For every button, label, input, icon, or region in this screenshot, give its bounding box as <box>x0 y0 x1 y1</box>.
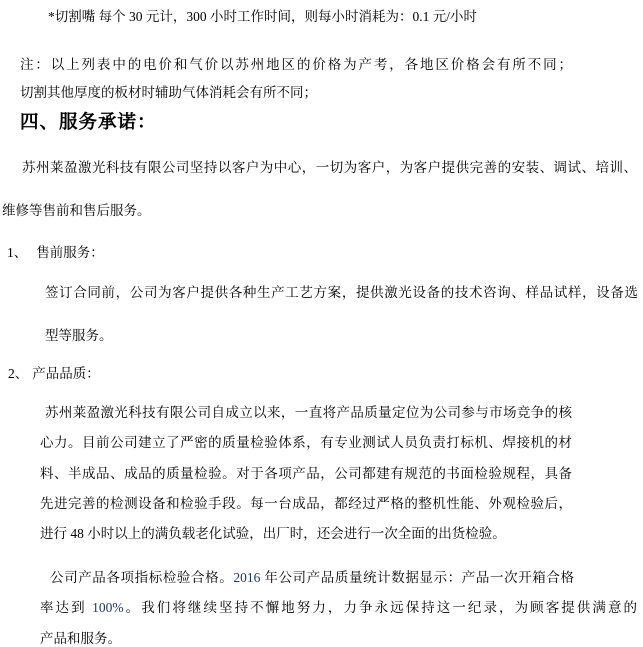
list-item-2-number: 2、 <box>8 366 29 381</box>
intro-paragraph-line-2: 维修等售前和售后服务。 <box>2 203 151 218</box>
list-item-1-number: 1、 <box>7 245 28 260</box>
section-heading-service-commitment: 四、服务承诺： <box>20 113 157 133</box>
item-2-para-2-line-1 <box>50 569 574 590</box>
item-2-para-1-line-4: 先进完善的检测设备和检验手段。每一台成品，都经过严格的整机性能、外观检验后， <box>40 496 572 511</box>
pass-rate-100-percent-value: 100% <box>92 600 124 615</box>
para-2-line-2-text-before-percent: 率达到 <box>40 600 93 615</box>
list-item-1-heading <box>7 244 104 261</box>
para-2-line-1-text-before-year: 公司产品各项指标检验合格。 <box>50 570 234 585</box>
para-2-line-2-text-after-percent: 。我们将继续坚持不懈地努力，力争永远保持这一纪录，为顾客提供满意的 <box>123 600 638 615</box>
item-2-para-2-line-3-clipped: 产品和服务。 <box>40 631 121 646</box>
item-2-para-1-line-2: 心力。目前公司建立了严密的质量检验体系，有专业测试人员负责打标机、焊接机的材 <box>40 435 572 450</box>
item-2-para-1-line-3: 料、半成品、成品的质量检验。对于各项产品，公司都建有规范的书面检验规程，具备 <box>40 466 572 481</box>
list-item-2-heading <box>8 365 100 382</box>
item-2-para-1-line-5: 进行 48 小时以上的满负载老化试验，出厂时，还会进行一次全面的出货检验。 <box>40 526 506 541</box>
para-2-line-1-text-after-year: 年公司产品质量统计数据显示：产品一次开箱合格 <box>260 570 575 585</box>
item-1-body-line-1: 签订合同前，公司为客户提供各种生产工艺方案，提供激光设备的技术咨询、样品试样，设备选 <box>45 285 638 300</box>
item-2-para-2-line-2 <box>40 599 637 620</box>
item-2-para-1-line-1: 苏州莱盈激光科技有限公司自成立以来，一直将产品质量定位为公司参与市场竞争的核 <box>45 405 572 420</box>
consumable-cost-line: *切割嘴 每个 30 元计，300 小时工作时间，则每小时消耗为：0.1 元/小时 <box>48 9 477 24</box>
list-item-2-title: 产品品质： <box>32 366 100 381</box>
note-line-1: 注：以上列表中的电价和气价以苏州地区的价格为产考，各地区价格会有所不同； <box>20 57 572 72</box>
list-item-1-title: 售前服务： <box>36 245 104 260</box>
note-line-2: 切割其他厚度的板材时辅助气体消耗会有所不同； <box>20 85 317 100</box>
year-2016-value: 2016 <box>233 570 261 585</box>
intro-paragraph-line-1: 苏州莱盈激光科技有限公司坚持以客户为中心，一切为客户，为客户提供完善的安装、调试、培训、 <box>22 160 637 175</box>
item-1-body-line-2: 型等服务。 <box>45 328 113 343</box>
